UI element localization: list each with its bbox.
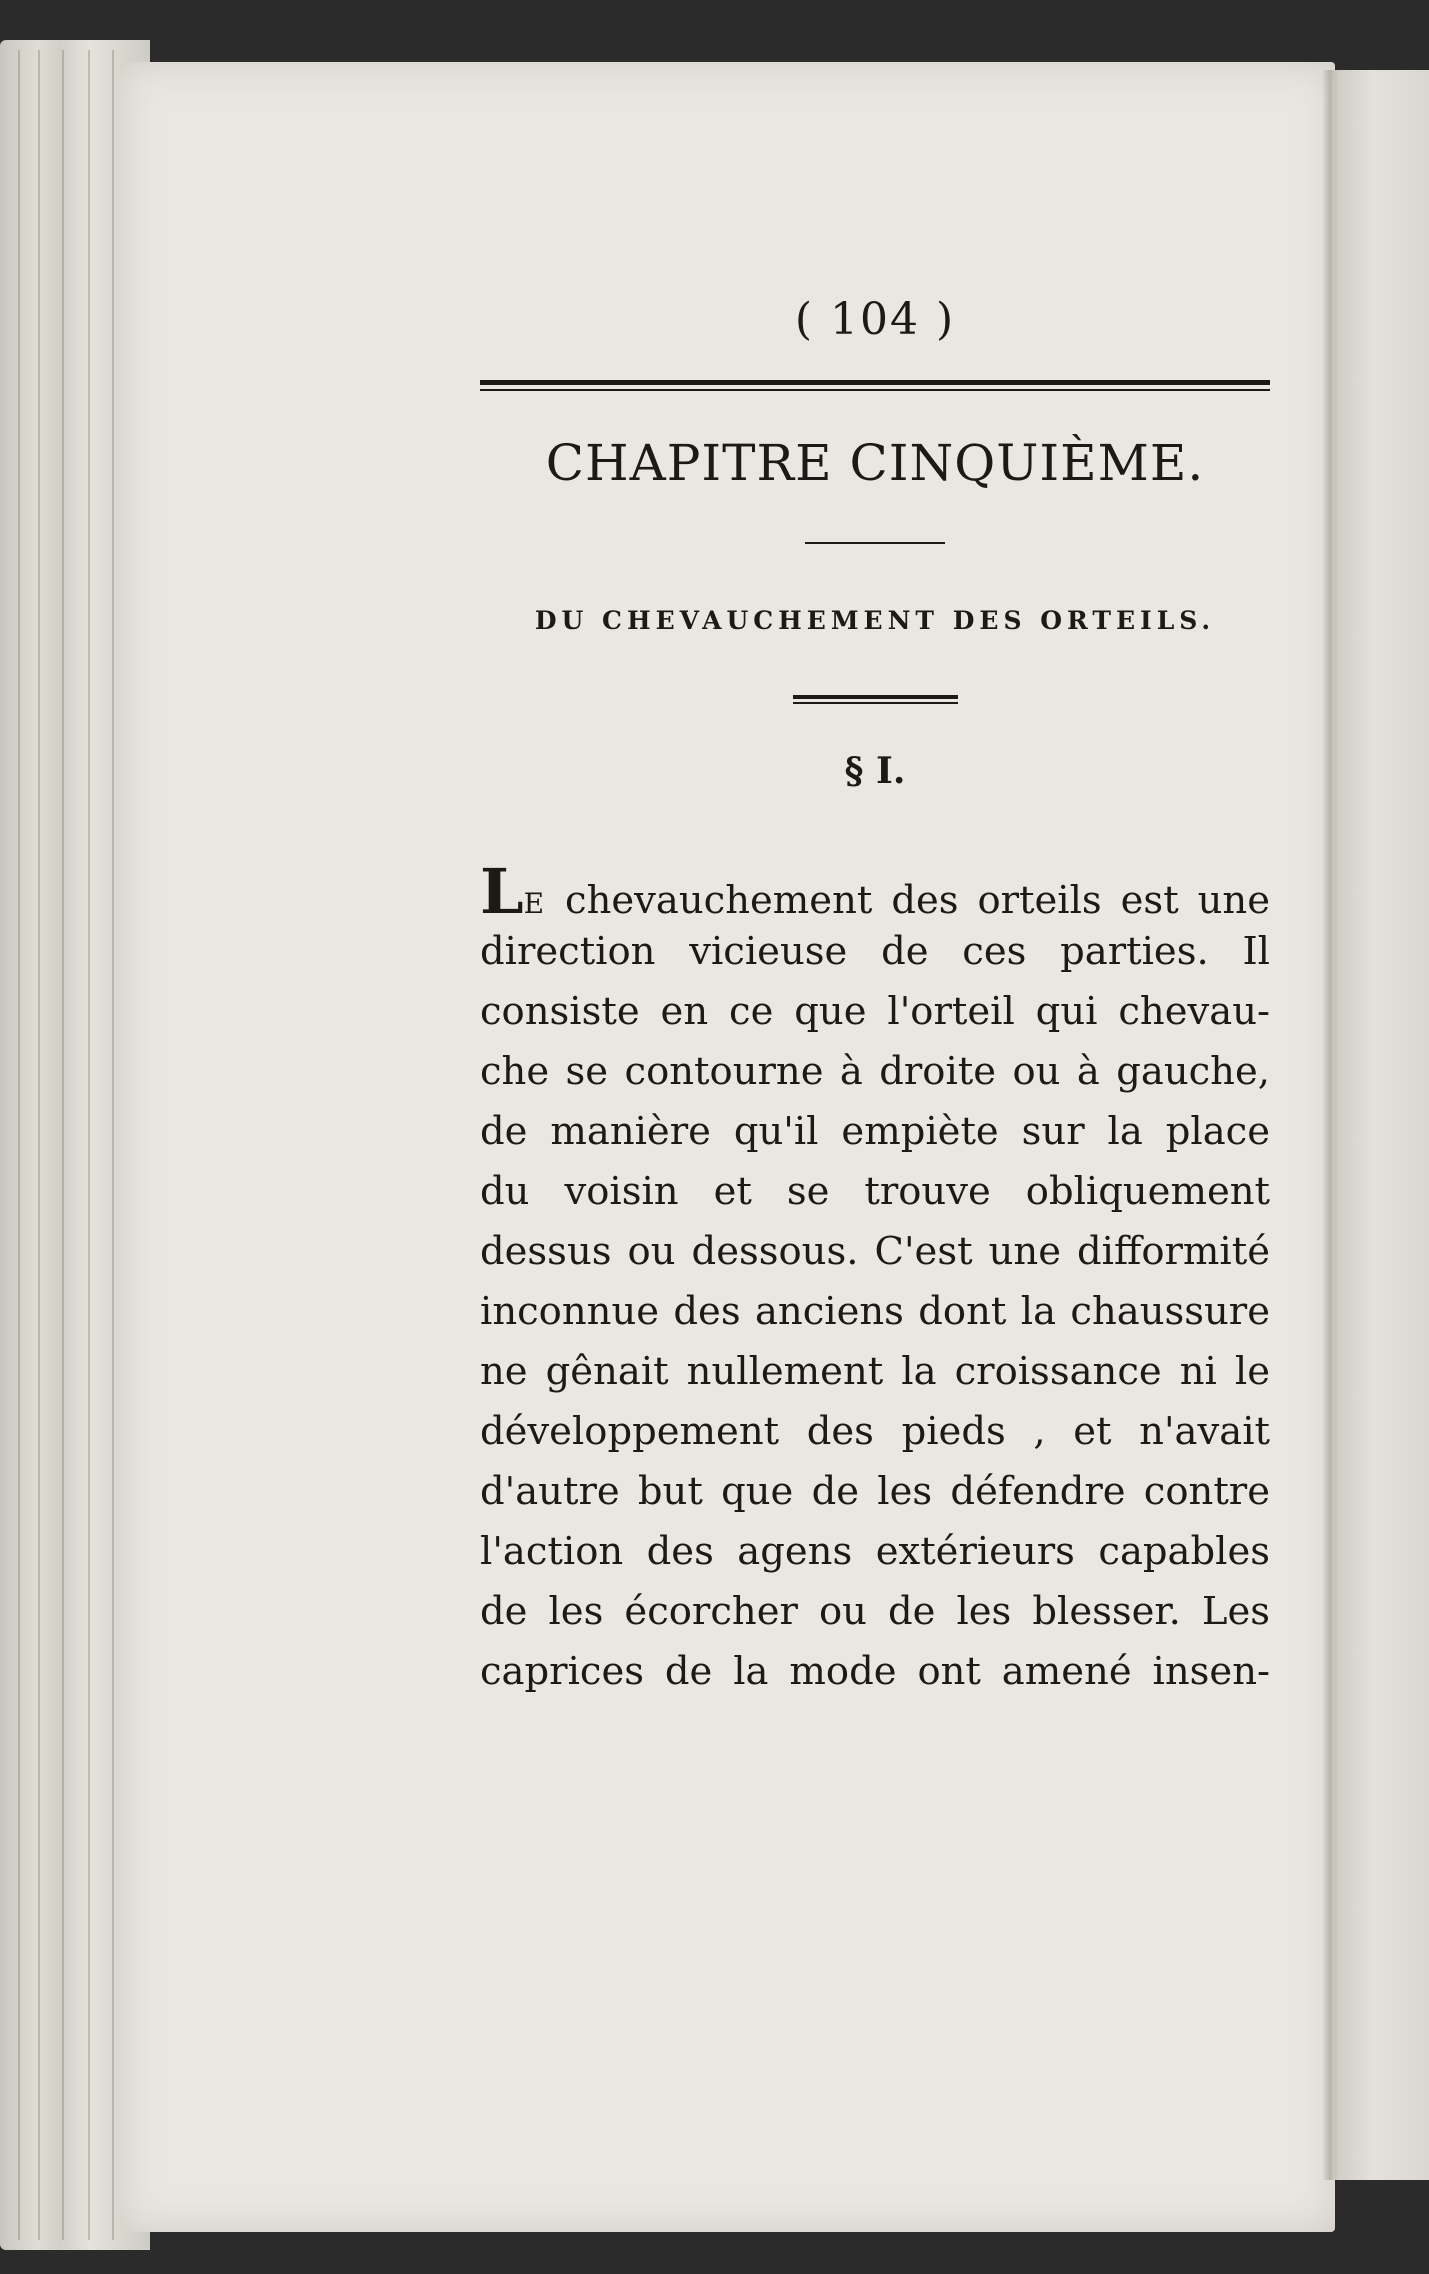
page-content xyxy=(480,290,1270,1702)
body-line: l'action des agens extérieurs capables xyxy=(480,1529,1270,1574)
body-line: ne gênait nullement la croissance ni le xyxy=(480,1349,1270,1394)
page-edge xyxy=(38,50,40,2240)
body-paragraph xyxy=(480,855,1270,1702)
chapter-title: CHAPITRE CINQUIÈME. xyxy=(545,434,1205,492)
section-heading: § I. xyxy=(844,750,906,792)
body-line: de les écorcher ou de les blesser. Les xyxy=(480,1589,1270,1634)
header-rule-thick xyxy=(480,380,1270,385)
subtitle-divider-thin xyxy=(793,702,958,704)
body-line: d'autre but que de les défendre contre xyxy=(480,1469,1270,1514)
first-line-text: chevauchement des orteils est une xyxy=(565,878,1270,923)
body-line: caprices de la mode ont amené insen- xyxy=(480,1649,1270,1694)
drop-cap-tail: E xyxy=(523,887,547,920)
subtitle-divider-thick xyxy=(793,695,958,699)
facing-page-edge xyxy=(1335,70,1429,2180)
body-line: dessus ou dessous. C'est une difformité xyxy=(480,1229,1270,1274)
body-line: inconnue des anciens dont la chaussure xyxy=(480,1289,1270,1334)
page-edge xyxy=(112,50,114,2240)
header-rule-thin xyxy=(480,389,1270,391)
header-rule xyxy=(480,380,1270,394)
body-line: consiste en ce que l'orteil qui chevau- xyxy=(480,989,1270,1034)
page-edge xyxy=(88,50,90,2240)
body-line-first xyxy=(480,855,1270,928)
drop-cap: L xyxy=(480,855,524,928)
page-edge xyxy=(62,50,64,2240)
body-line: che se contourne à droite ou à gauche, xyxy=(480,1049,1270,1094)
page-number: ( 104 ) xyxy=(794,294,956,345)
body-line: développement des pieds , et n'avait xyxy=(480,1409,1270,1454)
body-line: direction vicieuse de ces parties. Il xyxy=(480,929,1270,974)
body-line: de manière qu'il empiète sur la place xyxy=(480,1109,1270,1154)
chapter-subtitle: DU CHEVAUCHEMENT DES ORTEILS. xyxy=(534,606,1216,635)
title-divider xyxy=(805,542,945,544)
book-gutter xyxy=(1322,70,1338,2180)
body-line: du voisin et se trouve obliquement xyxy=(480,1169,1270,1214)
page-edge xyxy=(18,50,20,2240)
subtitle-divider xyxy=(793,695,958,705)
